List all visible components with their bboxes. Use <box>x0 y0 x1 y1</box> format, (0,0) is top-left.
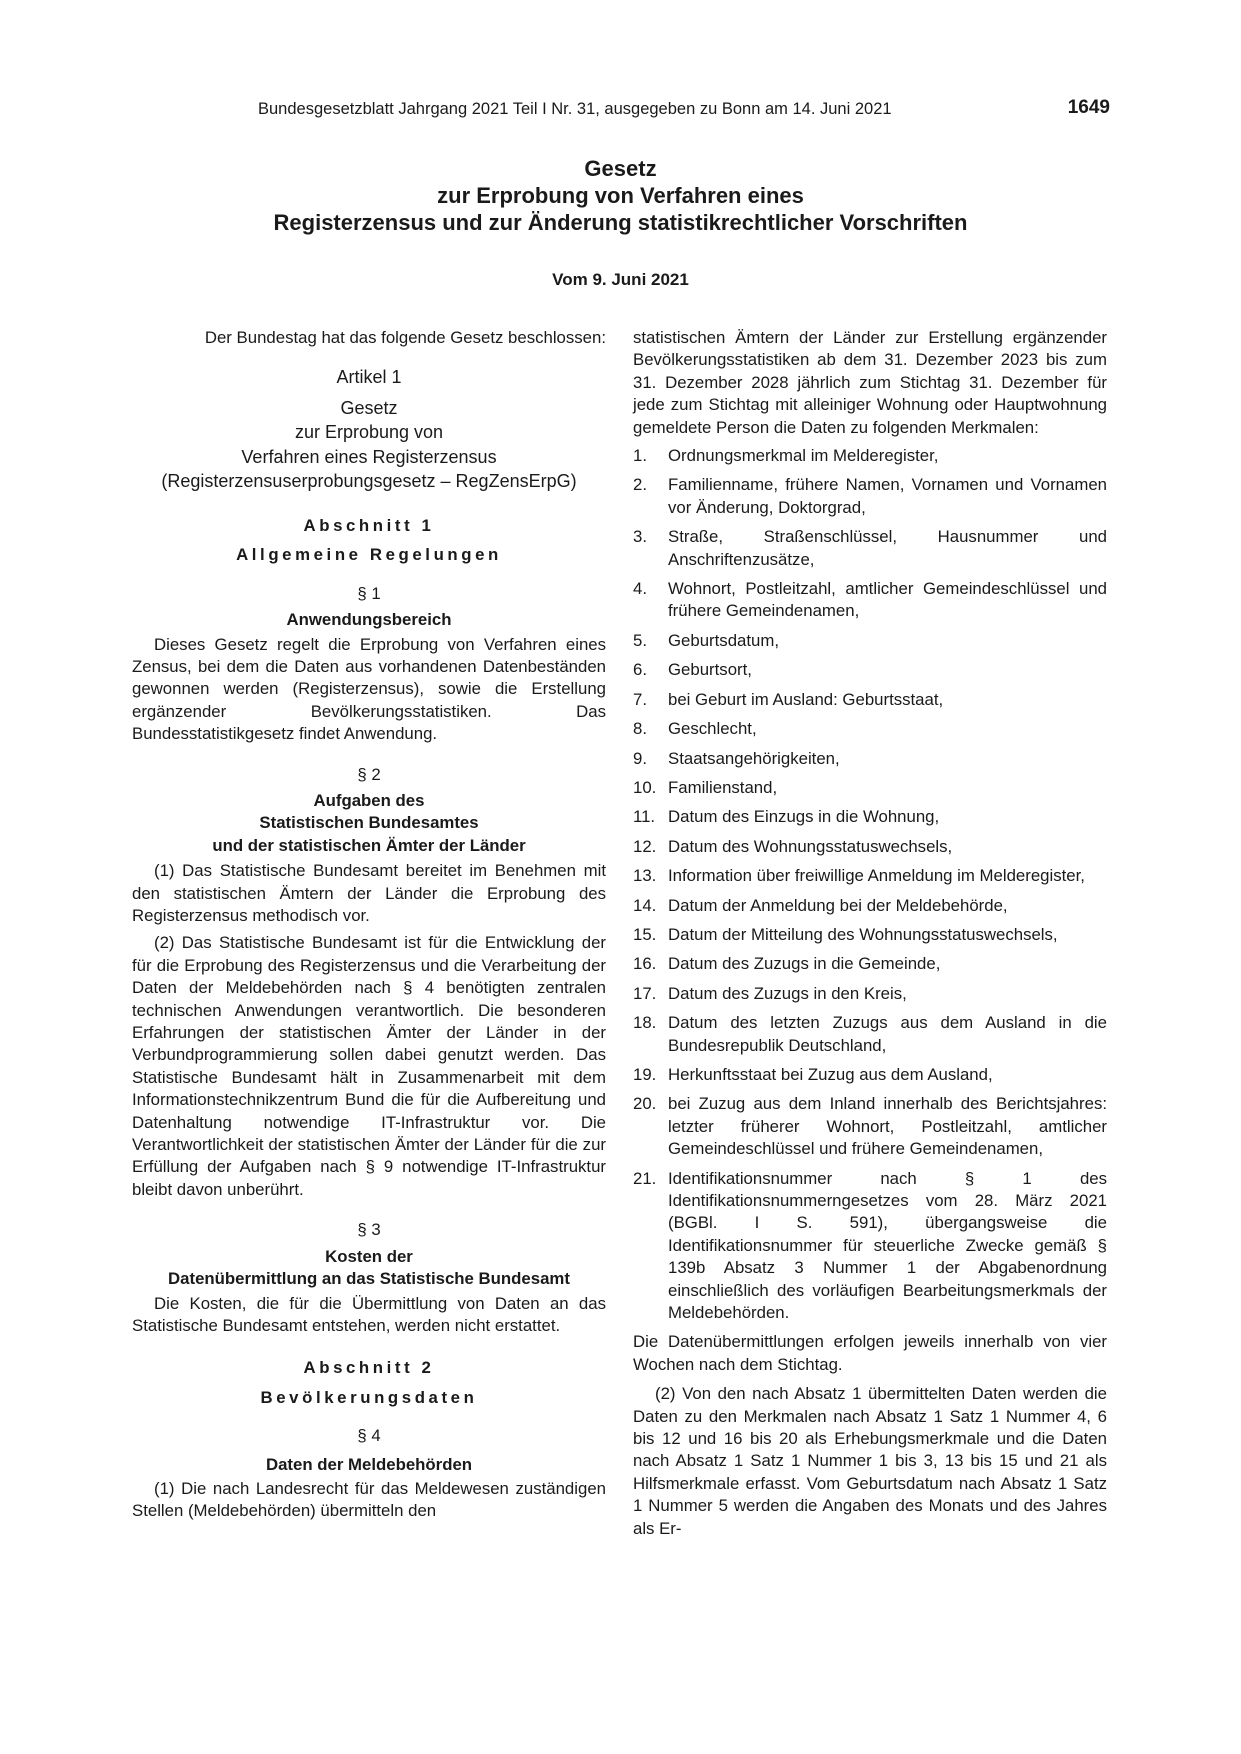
paragraph-3-title: Kosten der Datenübermittlung an das Statistische Bundesamt <box>168 1246 570 1289</box>
paragraph-4-continuation: statistischen Ämtern der Länder zur Erstellung ergänzender Bevölkerungsstatistiken ab dem 31. Dezember 2023 bis zum 31. Dezember 2028 jährlich zum Stichtag 31. Dezember für jede zum Stichtag mit alleiniger Wohnung oder Hauptwohnung gemeldete Person die Daten zu folgenden Merkmalen: <box>633 328 1107 437</box>
paragraph-3-text: Die Kosten, die für die Übermittlung von Daten an das Statistische Bundesamt entstehen, werden nicht erstattet. <box>132 1293 606 1335</box>
gazette-line: Bundesgesetzblatt Jahrgang 2021 Teil I Nr. 31, ausgegeben zu Bonn am 14. Juni 2021 <box>258 100 892 118</box>
page-header <box>130 97 1110 124</box>
paragraph-2-abs-1: (1) Das Statistische Bundesamt bereitet im Benehmen mit den statistischen Ämtern der Länder die Erprobung des Registerzensus methodisch vor. <box>132 861 606 925</box>
paragraph-2-title: Aufgaben des Statistischen Bundesamtes und der statistischen Ämter der Länder <box>212 790 526 855</box>
paragraph-3-number: § 3 <box>357 1220 381 1240</box>
article-heading: Artikel 1 <box>336 367 402 388</box>
list-item: 14. Datum der Anmeldung bei der Meldebehörde, <box>633 895 1008 915</box>
list-item: 2. Familienname, frühere Namen, Vornamen und Vornamen vor Änderung, Doktorgrad, <box>633 475 1107 517</box>
list-item: 6. Geburtsort, <box>633 660 752 680</box>
title-line-2: zur Erprobung von Verfahren eines <box>437 183 804 208</box>
law-title-line: Verfahren eines Registerzensus <box>241 446 497 467</box>
law-title-line: zur Erprobung von <box>294 422 444 443</box>
paragraph-1-title: Anwendungsbereich <box>286 610 452 630</box>
law-short-title <box>132 396 606 494</box>
paragraph-4-title: Daten der Meldebehörden <box>265 1454 473 1474</box>
paragraph-1-number: § 1 <box>357 583 381 603</box>
paragraph-4-abs-2: (2) Von den nach Absatz 1 übermittelten Daten werden die Daten zu den Merkmalen nach Absatz 1 Satz 1 Nummer 4, 6 bis 12 und 16 bis 20 als Erhebungsmerkmale und die Daten nach Absatz 1 Satz 1 Nummer 1 bis 3, 13 bis 15 und 21 als Hilfsmerkmale erfasst. Vom Geburtsdatum nach Absatz 1 Satz 1 Nummer 5 werden die Angaben des Monats und des Jahres als Er- <box>633 1384 1107 1538</box>
list-item: 21. Identifikationsnummer nach § 1 des Identifikationsnummerngesetzes vom 28. März 2021 (BGBl. I S. 591), übergangsweise die Identifikationsnummer für steuerliche Zwecke gemäß § 139b Absatz 3 Nummer 1 der Abgabenordnung einschließlich des vorläufigen Bearbeitungsmerkmals der Meldebehörden. <box>633 1168 1107 1323</box>
list-item: 18. Datum des letzten Zuzugs aus dem Ausland in die Bundesrepublik Deutschland, <box>633 1013 1107 1055</box>
list-item: 15. Datum der Mitteilung des Wohnungsstatuswechsels, <box>633 924 1058 944</box>
title-line-1: Gesetz <box>584 156 657 181</box>
list-item: 8. Geschlecht, <box>633 719 757 739</box>
list-item: 11. Datum des Einzugs in die Wohnung, <box>633 807 940 827</box>
paragraph-2-abs-2: (2) Das Statistische Bundesamt ist für die Entwicklung der für die Erprobung des Registerzensus und die Verarbeitung der Daten der Meldebehörden nach § 4 benötigten zentralen technischen Anwendungen verantwortlich. Die besonderen Erfahrungen der statistischen Ämter der Länder in der Verbundprogrammierung sollen dabei genutzt werden. Das Statistische Bundesamt hält in Zusammenarbeit mit dem Informationstechnikzentrum Bund die für die Aufbereitung und Datenhaltung notwendige IT-Infrastruktur vor. Die Verantwortlichkeit der statistischen Ämter der Länder für die zur Erfüllung der Aufgaben nach § 9 notwendige IT-Infrastruktur bleibt davon unberührt. <box>132 933 606 1199</box>
paragraph-2-number: § 2 <box>357 764 381 784</box>
merkmale-list <box>633 445 1107 1324</box>
section-2-heading: Abschnitt 2 <box>303 1358 435 1378</box>
law-title-block <box>0 155 1241 290</box>
list-item: 1. Ordnungsmerkmal im Melderegister, <box>633 446 939 466</box>
list-item: 10. Familienstand, <box>633 777 778 797</box>
list-item: 19. Herkunftsstaat bei Zuzug aus dem Ausland, <box>633 1064 993 1084</box>
paragraph-4-abs-1: (1) Die nach Landesrecht für das Meldewesen zuständigen Stellen (Meldebehörden) übermitteln den <box>132 1478 606 1521</box>
list-item: 17. Datum des Zuzugs in den Kreis, <box>633 983 907 1003</box>
page-number: 1649 <box>1067 97 1110 118</box>
list-item: 4. Wohnort, Postleitzahl, amtlicher Gemeindeschlüssel und frühere Gemeindenamen, <box>633 579 1107 621</box>
list-item: 5. Geburtsdatum, <box>633 630 779 650</box>
enactment-intro: Der Bundestag hat das folgende Gesetz beschlossen: <box>204 328 606 347</box>
paragraph-1-text: Dieses Gesetz regelt die Erprobung von Verfahren eines Zensus, bei dem die Daten aus vorhandenen Datenbeständen gewonnen werden (Registerzensus), sowie die Erstellung ergänzender Bevölkerungsstatistiken. Das Bundesstatistikgesetz findet Anwendung. <box>132 634 606 744</box>
section-1-subtitle: Allgemeine Regelungen <box>236 545 502 565</box>
law-date: Vom 9. Juni 2021 <box>552 270 689 289</box>
transmission-deadline: Die Datenübermittlungen erfolgen jeweils innerhalb von vier Wochen nach dem Stichtag. <box>633 1332 1107 1374</box>
right-column <box>633 327 1107 1540</box>
list-item: 7. bei Geburt im Ausland: Geburtsstaat, <box>633 689 944 709</box>
section-2-subtitle: Bevölkerungsdaten <box>260 1387 478 1407</box>
list-item: 16. Datum des Zuzugs in die Gemeinde, <box>633 954 941 974</box>
title-line-3: Registerzensus und zur Änderung statistikrechtlicher Vorschriften <box>273 210 968 235</box>
left-column <box>132 327 606 1523</box>
paragraph-4-number: § 4 <box>357 1426 381 1446</box>
list-item: 9. Staatsangehörigkeiten, <box>633 748 840 768</box>
list-item: 20. bei Zuzug aus dem Inland innerhalb des Berichtsjahres: letzter früherer Wohnort, Postleitzahl, amtlicher Gemeindeschlüssel und frühere Gemeindenamen, <box>633 1094 1107 1159</box>
law-title-line: Gesetz <box>340 397 398 418</box>
list-item: 13. Information über freiwillige Anmeldung im Melderegister, <box>633 866 1085 886</box>
section-1-heading: Abschnitt 1 <box>303 515 435 535</box>
list-item: 3. Straße, Straßenschlüssel, Hausnummer und Anschriftenzusätze, <box>633 527 1107 569</box>
law-title-line: (Registerzensuserprobungsgesetz – RegZensErpG) <box>161 471 577 492</box>
list-item: 12. Datum des Wohnungsstatuswechsels, <box>633 836 953 856</box>
